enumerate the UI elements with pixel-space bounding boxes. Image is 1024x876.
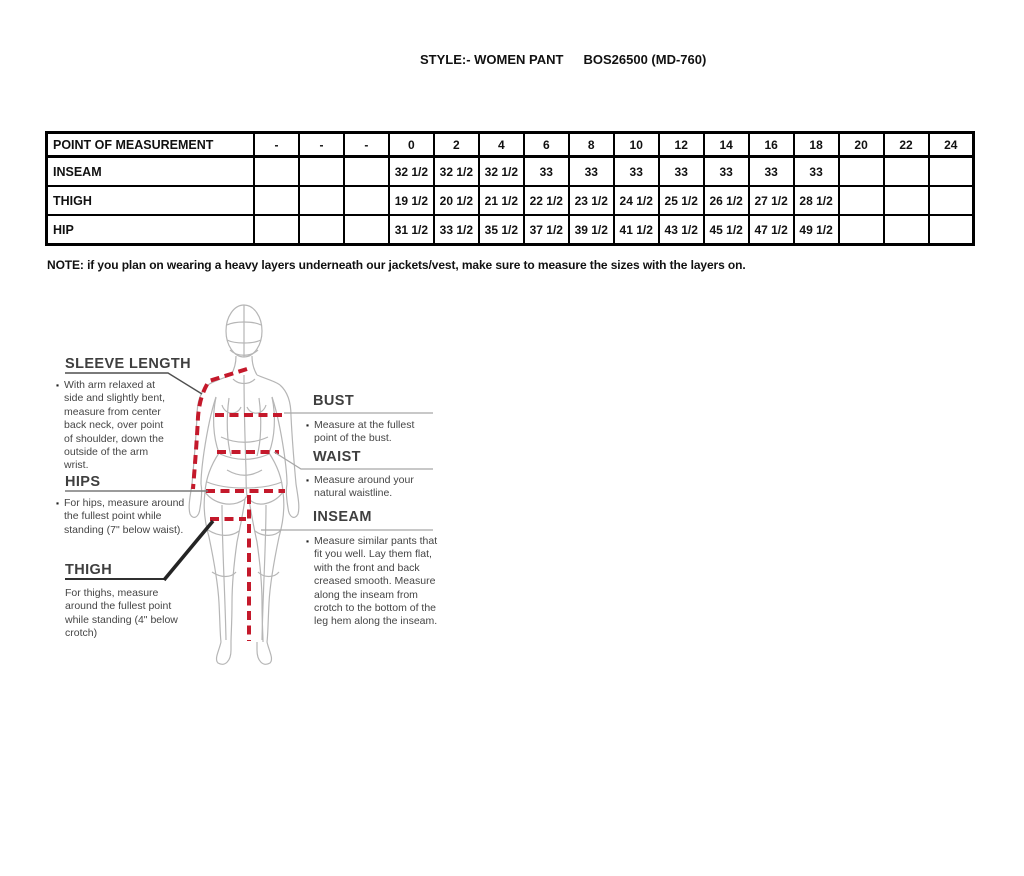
thigh-description <box>65 587 193 641</box>
col-header-size: 8 <box>569 133 614 157</box>
sleeve-length-heading: SLEEVE LENGTH <box>65 356 192 372</box>
size-table <box>45 131 975 246</box>
body-figure-icon <box>189 305 299 664</box>
size-value-cell: 27 1/2 <box>749 186 794 215</box>
size-value-cell <box>299 157 344 187</box>
sleeve-length-description <box>56 379 174 473</box>
size-value-cell <box>344 157 389 187</box>
description-text: For thighs, measure around the fullest point while standing (4" below crotch) <box>65 587 178 640</box>
size-value-cell: 26 1/2 <box>704 186 749 215</box>
description-text: For hips, measure around the fullest point while standing (7" below waist). <box>64 497 185 536</box>
col-header-point-of-measurement: POINT OF MEASUREMENT <box>47 133 255 157</box>
square-bullet-icon: ▪ <box>306 536 310 546</box>
size-value-cell <box>299 186 344 215</box>
size-value-cell <box>929 215 974 245</box>
col-header-size: 6 <box>524 133 569 157</box>
size-value-cell: 32 1/2 <box>434 157 479 187</box>
size-value-cell: 39 1/2 <box>569 215 614 245</box>
size-value-cell: 23 1/2 <box>569 186 614 215</box>
row-label: THIGH <box>47 186 255 215</box>
size-value-cell <box>299 215 344 245</box>
size-value-cell: 28 1/2 <box>794 186 839 215</box>
size-value-cell: 22 1/2 <box>524 186 569 215</box>
bust-heading: BUST <box>313 393 355 409</box>
description-text: With arm relaxed at side and slightly bent, measure from center back neck, over point of shoulder, down the outside of the arm wrist. <box>64 379 165 472</box>
page-title <box>420 52 706 67</box>
size-value-cell: 31 1/2 <box>389 215 434 245</box>
square-bullet-icon: ▪ <box>56 380 60 390</box>
col-header-size: - <box>344 133 389 157</box>
col-header-size: 18 <box>794 133 839 157</box>
size-value-cell: 33 <box>704 157 749 187</box>
col-header-size: 14 <box>704 133 749 157</box>
measure-dash-lines <box>193 369 285 641</box>
size-value-cell <box>254 215 299 245</box>
size-value-cell <box>929 186 974 215</box>
col-header-size: 20 <box>839 133 884 157</box>
size-value-cell: 32 1/2 <box>479 157 524 187</box>
col-header-size: - <box>254 133 299 157</box>
size-value-cell: 43 1/2 <box>659 215 704 245</box>
size-value-cell <box>839 157 884 187</box>
col-header-size: 0 <box>389 133 434 157</box>
size-value-cell <box>254 157 299 187</box>
size-value-cell: 33 <box>659 157 704 187</box>
col-header-size: - <box>299 133 344 157</box>
size-value-cell: 20 1/2 <box>434 186 479 215</box>
size-value-cell: 33 <box>794 157 839 187</box>
size-value-cell <box>929 157 974 187</box>
square-bullet-icon: ▪ <box>306 475 310 485</box>
size-value-cell: 49 1/2 <box>794 215 839 245</box>
size-value-cell: 37 1/2 <box>524 215 569 245</box>
size-value-cell <box>344 215 389 245</box>
size-table-head <box>47 133 974 157</box>
note-text: NOTE: if you plan on wearing a heavy layers underneath our jackets/vest, make sure to measure the sizes with the layers on. <box>47 258 746 272</box>
size-value-cell: 25 1/2 <box>659 186 704 215</box>
inseam-heading: INSEAM <box>313 509 372 525</box>
size-value-cell <box>884 157 929 187</box>
size-value-cell <box>884 186 929 215</box>
hips-heading: HIPS <box>65 474 101 490</box>
square-bullet-icon: ▪ <box>306 420 310 430</box>
size-value-cell: 35 1/2 <box>479 215 524 245</box>
size-value-cell <box>254 186 299 215</box>
size-value-cell <box>839 215 884 245</box>
size-table-body <box>47 157 974 245</box>
col-header-size: 16 <box>749 133 794 157</box>
size-value-cell <box>839 186 884 215</box>
size-value-cell: 47 1/2 <box>749 215 794 245</box>
square-bullet-icon: ▪ <box>56 498 60 508</box>
waist-heading: WAIST <box>313 449 361 465</box>
description-text: Measure around your natural waistline. <box>314 474 414 500</box>
size-value-cell <box>344 186 389 215</box>
size-value-cell: 33 <box>614 157 659 187</box>
table-row <box>47 157 974 187</box>
size-value-cell: 33 <box>569 157 614 187</box>
size-value-cell: 33 1/2 <box>434 215 479 245</box>
description-text: Measure at the fullest point of the bust. <box>314 419 415 445</box>
bust-description <box>306 419 438 446</box>
table-row <box>47 186 974 215</box>
size-value-cell: 32 1/2 <box>389 157 434 187</box>
size-value-cell: 33 <box>524 157 569 187</box>
size-value-cell: 41 1/2 <box>614 215 659 245</box>
size-value-cell: 21 1/2 <box>479 186 524 215</box>
thigh-heading: THIGH <box>65 562 113 578</box>
size-value-cell: 45 1/2 <box>704 215 749 245</box>
col-header-size: 2 <box>434 133 479 157</box>
size-value-cell: 24 1/2 <box>614 186 659 215</box>
waist-description <box>306 474 438 501</box>
col-header-size: 12 <box>659 133 704 157</box>
size-value-cell <box>884 215 929 245</box>
hips-description <box>56 497 196 537</box>
col-header-size: 4 <box>479 133 524 157</box>
description-text: Measure similar pants that fit you well. Lay them flat, with the front and back creased smooth. Measure along the inseam from crotch to the bottom of the leg hem along the inseam. <box>314 535 438 628</box>
row-label: INSEAM <box>47 157 255 187</box>
table-row <box>47 215 974 245</box>
size-value-cell: 19 1/2 <box>389 186 434 215</box>
header-row <box>47 133 974 157</box>
style-title: STYLE:- WOMEN PANT <box>420 52 564 67</box>
size-value-cell: 33 <box>749 157 794 187</box>
style-code: BOS26500 (MD-760) <box>583 52 707 67</box>
row-label: HIP <box>47 215 255 245</box>
inseam-description <box>306 535 448 629</box>
col-header-size: 10 <box>614 133 659 157</box>
col-header-size: 22 <box>884 133 929 157</box>
col-header-size: 24 <box>929 133 974 157</box>
sleeve-measure-line <box>193 369 247 489</box>
